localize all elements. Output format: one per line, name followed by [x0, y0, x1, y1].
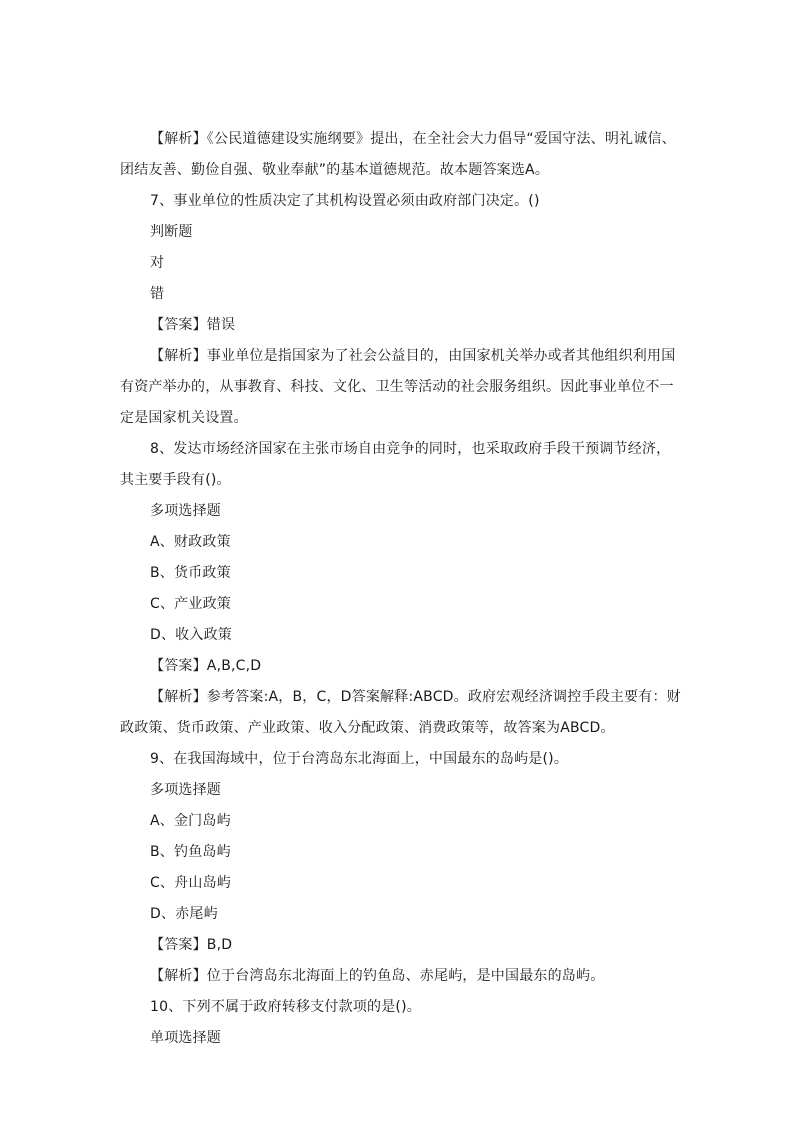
- q9-option-d: D、赤尾屿: [150, 906, 218, 922]
- q6-analysis-line2: 团结友善、勤俭自强、敬业奉献”的基本道德规范。故本题答案选A。: [120, 162, 550, 178]
- q7-analysis-line3: 定是国家机关设置。: [120, 410, 248, 426]
- q9-answer: 【答案】B,D: [150, 937, 233, 953]
- q7-analysis-line1: 【解析】事业单位是指国家为了社会公益目的，由国家机关举办或者其他组织利用国: [150, 348, 676, 364]
- q9-analysis: 【解析】位于台湾岛东北海面上的钓鱼岛、赤尾屿，是中国最东的岛屿。: [150, 968, 605, 984]
- q7-option-true: 对: [150, 255, 165, 271]
- q7-type: 判断题: [150, 224, 193, 240]
- q8-option-a: A、财政政策: [150, 534, 231, 550]
- q8-answer: 【答案】A,B,C,D: [150, 658, 262, 674]
- q8-question-line2: 其主要手段有()。: [120, 472, 231, 488]
- q7-answer: 【答案】错误: [150, 317, 236, 333]
- q10-type: 单项选择题: [150, 1030, 221, 1046]
- q6-analysis-line1: 【解析】《公民道德建设实施纲要》提出，在全社会大力倡导“爱国守法、明礼诚信、: [150, 131, 676, 147]
- q8-option-b: B、货币政策: [150, 565, 231, 581]
- q9-option-b: B、钓鱼岛屿: [150, 844, 231, 860]
- q8-question-line1: 8、发达市场经济国家在主张市场自由竞争的同时，也采取政府手段干预调节经济，: [150, 441, 671, 457]
- q7-option-false: 错: [150, 286, 165, 302]
- q8-analysis-line1: 【解析】参考答案:A，B，C，D答案解释:ABCD。政府宏观经济调控手段主要有：财: [150, 689, 681, 705]
- q9-type: 多项选择题: [150, 782, 221, 798]
- q8-type: 多项选择题: [150, 503, 221, 519]
- q8-option-c: C、产业政策: [150, 596, 231, 612]
- q9-question: 9、在我国海域中，位于台湾岛东北海面上，中国最东的岛屿是()。: [150, 751, 569, 767]
- q7-question: 7、事业单位的性质决定了其机构设置必须由政府部门决定。(): [150, 193, 540, 209]
- q8-analysis-line2: 政政策、货币政策、产业政策、收入分配政策、消费政策等，故答案为ABCD。: [120, 720, 615, 736]
- q8-option-d: D、收入政策: [150, 627, 232, 643]
- q9-option-a: A、金门岛屿: [150, 813, 231, 829]
- q7-analysis-line2: 有资产举办的，从事教育、科技、文化、卫生等活动的社会服务组织。因此事业单位不一: [120, 379, 674, 395]
- q10-question: 10、下列不属于政府转移支付款项的是()。: [150, 999, 421, 1015]
- q9-option-c: C、舟山岛屿: [150, 875, 231, 891]
